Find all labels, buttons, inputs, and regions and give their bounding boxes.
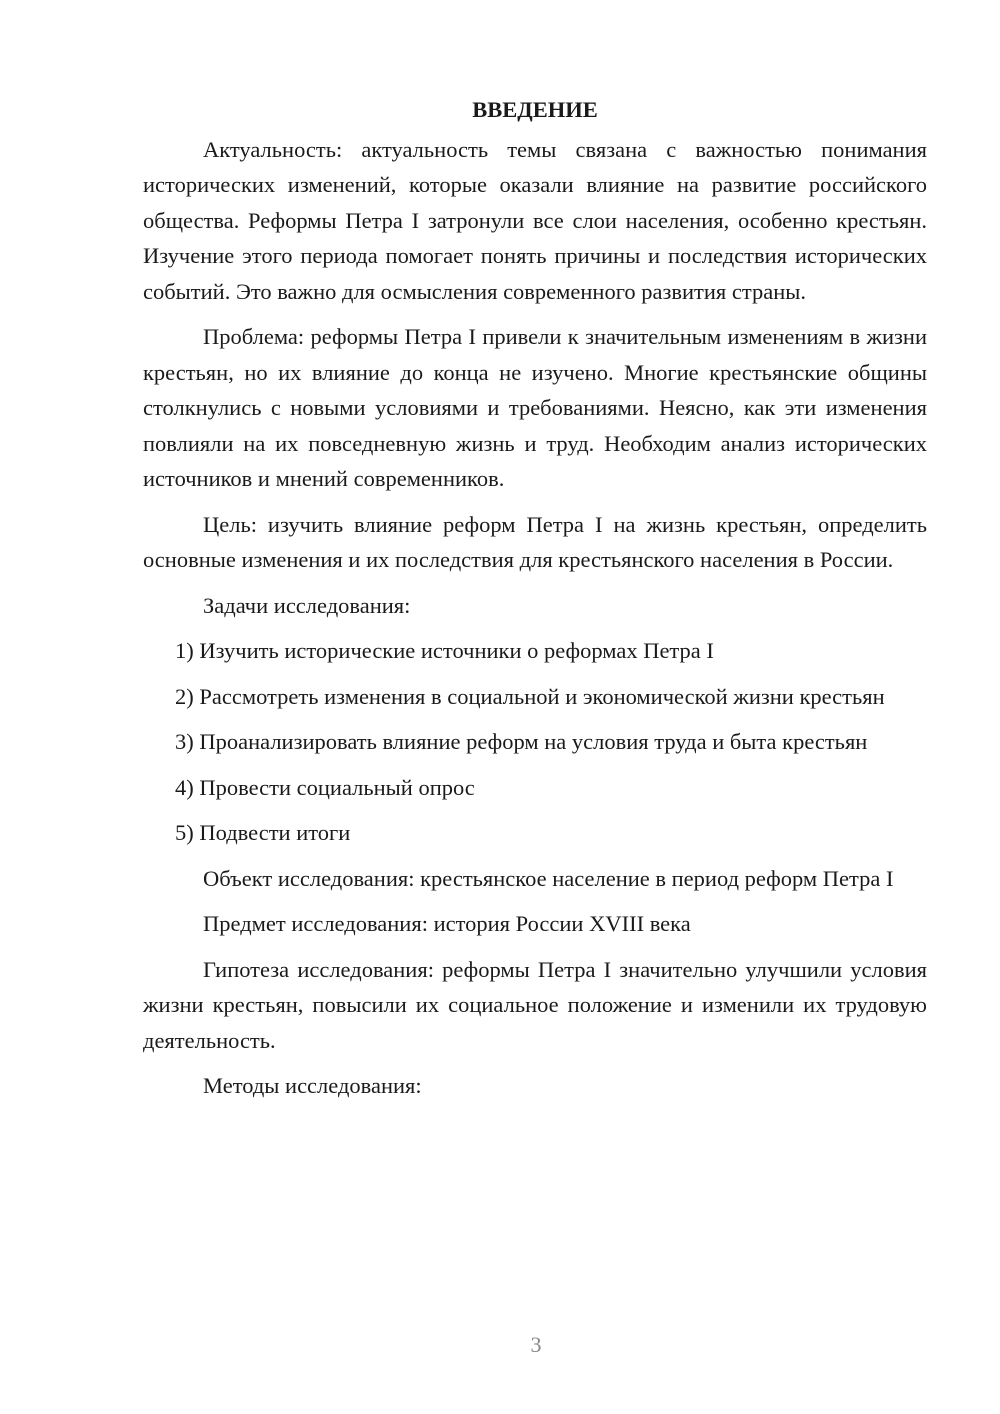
hypothesis-paragraph: Гипотеза исследования: реформы Петра I значительно улучшили условия жизни крестьян, повысили их социальное положение и изменили их трудовую деятельность. [143, 956, 927, 1053]
relevance-paragraph: Актуальность: актуальность темы связана с важностью понимания исторических изменений, которые оказали влияние на развитие российского общества. Реформы Петра I затронули все слои населения, особенно крестьян. Изучение этого периода помогает понять причины и последствия исторических событий. Это важно для осмысления современного развития страны. [143, 136, 927, 304]
task-item: 2) Рассмотреть изменения в социальной и экономической жизни крестьян [175, 683, 885, 709]
methods-heading: Методы исследования: [203, 1073, 422, 1098]
tasks-heading: Задачи исследования: [203, 592, 411, 618]
subject-paragraph: Предмет исследования: история России XVIII века [203, 911, 691, 936]
task-item: 5) Подвести итоги [175, 820, 351, 845]
tasks-list [143, 633, 927, 851]
task-item: 3) Проанализировать влияние реформ на условия труда и быта крестьян [175, 729, 868, 754]
page-title: ВВЕДЕНИЕ [472, 97, 598, 122]
object-paragraph: Объект исследования: крестьянское население в период реформ Петра I [203, 865, 894, 891]
task-item: 4) Провести социальный опрос [175, 774, 475, 800]
task-item: 1) Изучить исторические источники о реформах Петра I [175, 638, 714, 663]
page-number: 3 [530, 1332, 542, 1357]
problem-paragraph: Проблема: реформы Петра I привели к значительным изменениям в жизни крестьян, но их влияние до конца не изучено. Многие крестьянские общины столкнулись с новыми условиями и требованиями. Неясно, как эти изменения повлияли на их повседневную жизнь и труд. Необходим анализ исторических источников и мнений современников. [143, 324, 927, 491]
page-content [143, 92, 927, 1114]
goal-paragraph: Цель: изучить влияние реформ Петра I на жизнь крестьян, определить основные изменения и их последствия для крестьянского населения в России. [143, 511, 927, 572]
